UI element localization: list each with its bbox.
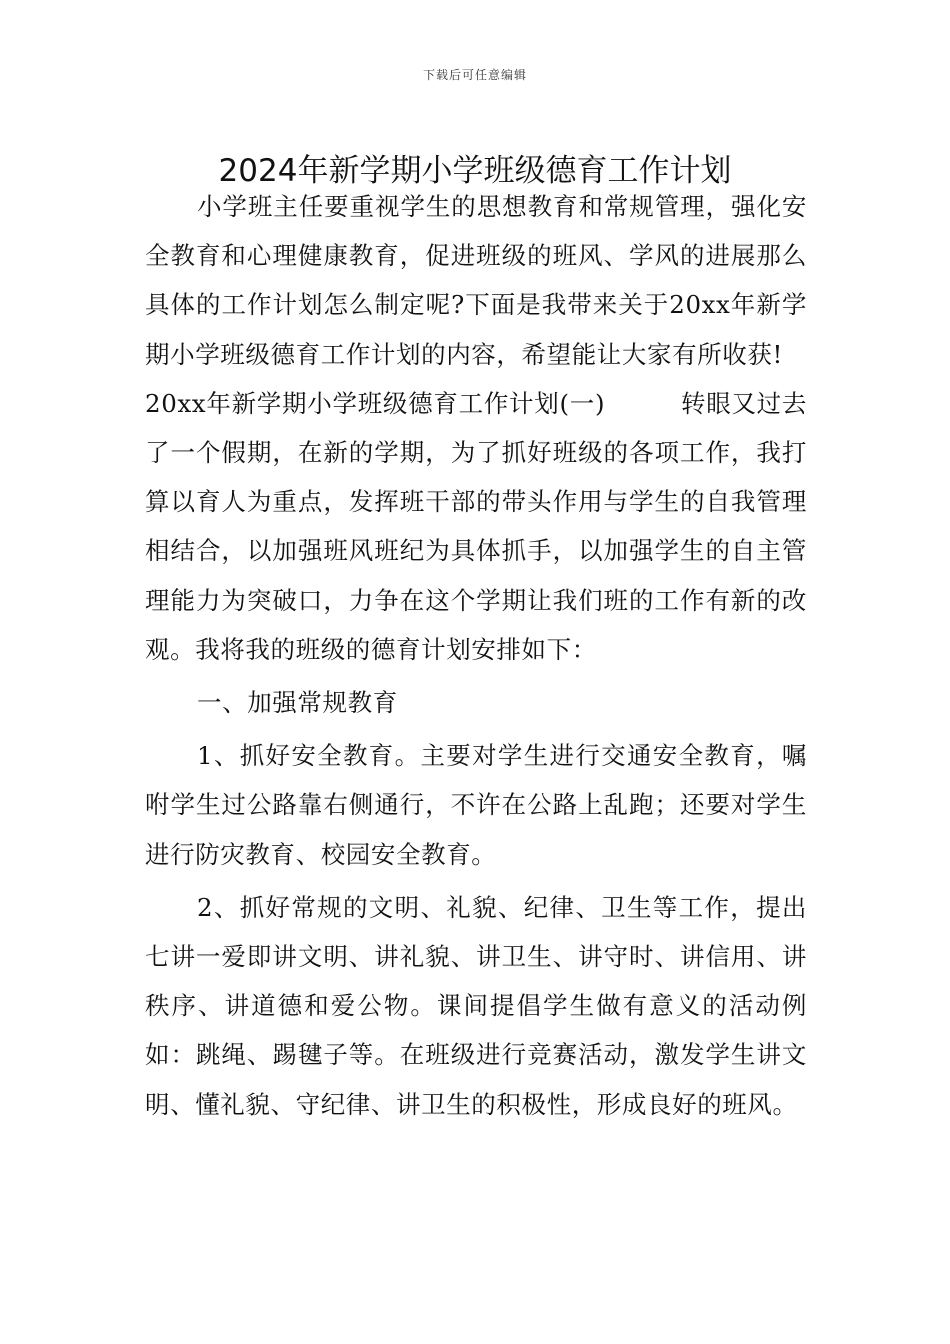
document-body <box>145 182 807 1129</box>
header-note: 下载后可任意编辑 <box>422 68 527 82</box>
document-title: 2024年新学期小学班级德育工作计划 <box>218 152 732 189</box>
section-heading: 一、加强常规教育 <box>197 688 398 718</box>
list-item: 2、抓好常规的文明、礼貌、纪律、卫生等工作，提出七讲一爱即讲文明、讲礼貌、讲卫生、讲守时、讲信用、讲秩序、讲道德和爱公物。课间提倡学生做有意义的活动例如：跳绳、踢毽子等。在班级进行竞赛活动，激发学生讲文明、懂礼貌、守纪律、讲卫生的积极性，形成良好的班风。 <box>145 892 807 1119</box>
section-intro-paragraph: 20xx年新学期小学班级德育工作计划(一) 转眼又过去了一个假期，在新的学期，为了抓好班级的各项工作，我打算以育人为重点，发挥班干部的带头作用与学生的自我管理相结合，以加强班风班纪为具体抓手，以加强学生的自主管理能力为突破口，力争在这个学期让我们班的工作有新的改观。我将我的班级的德育计划安排如下： <box>145 388 807 664</box>
list-item: 1、抓好安全教育。主要对学生进行交通安全教育，嘱咐学生过公路靠右侧通行，不许在公路上乱跑；还要对学生进行防灾教育、校园安全教育。 <box>145 741 807 869</box>
intro-paragraph: 小学班主任要重视学生的思想教育和常规管理，强化安全教育和心理健康教育，促进班级的班风、学风的进展那么具体的工作计划怎么制定呢?下面是我带来关于20xx年新学期小学班级德育工作计划的内容，希望能让大家有所收获! <box>145 192 807 369</box>
